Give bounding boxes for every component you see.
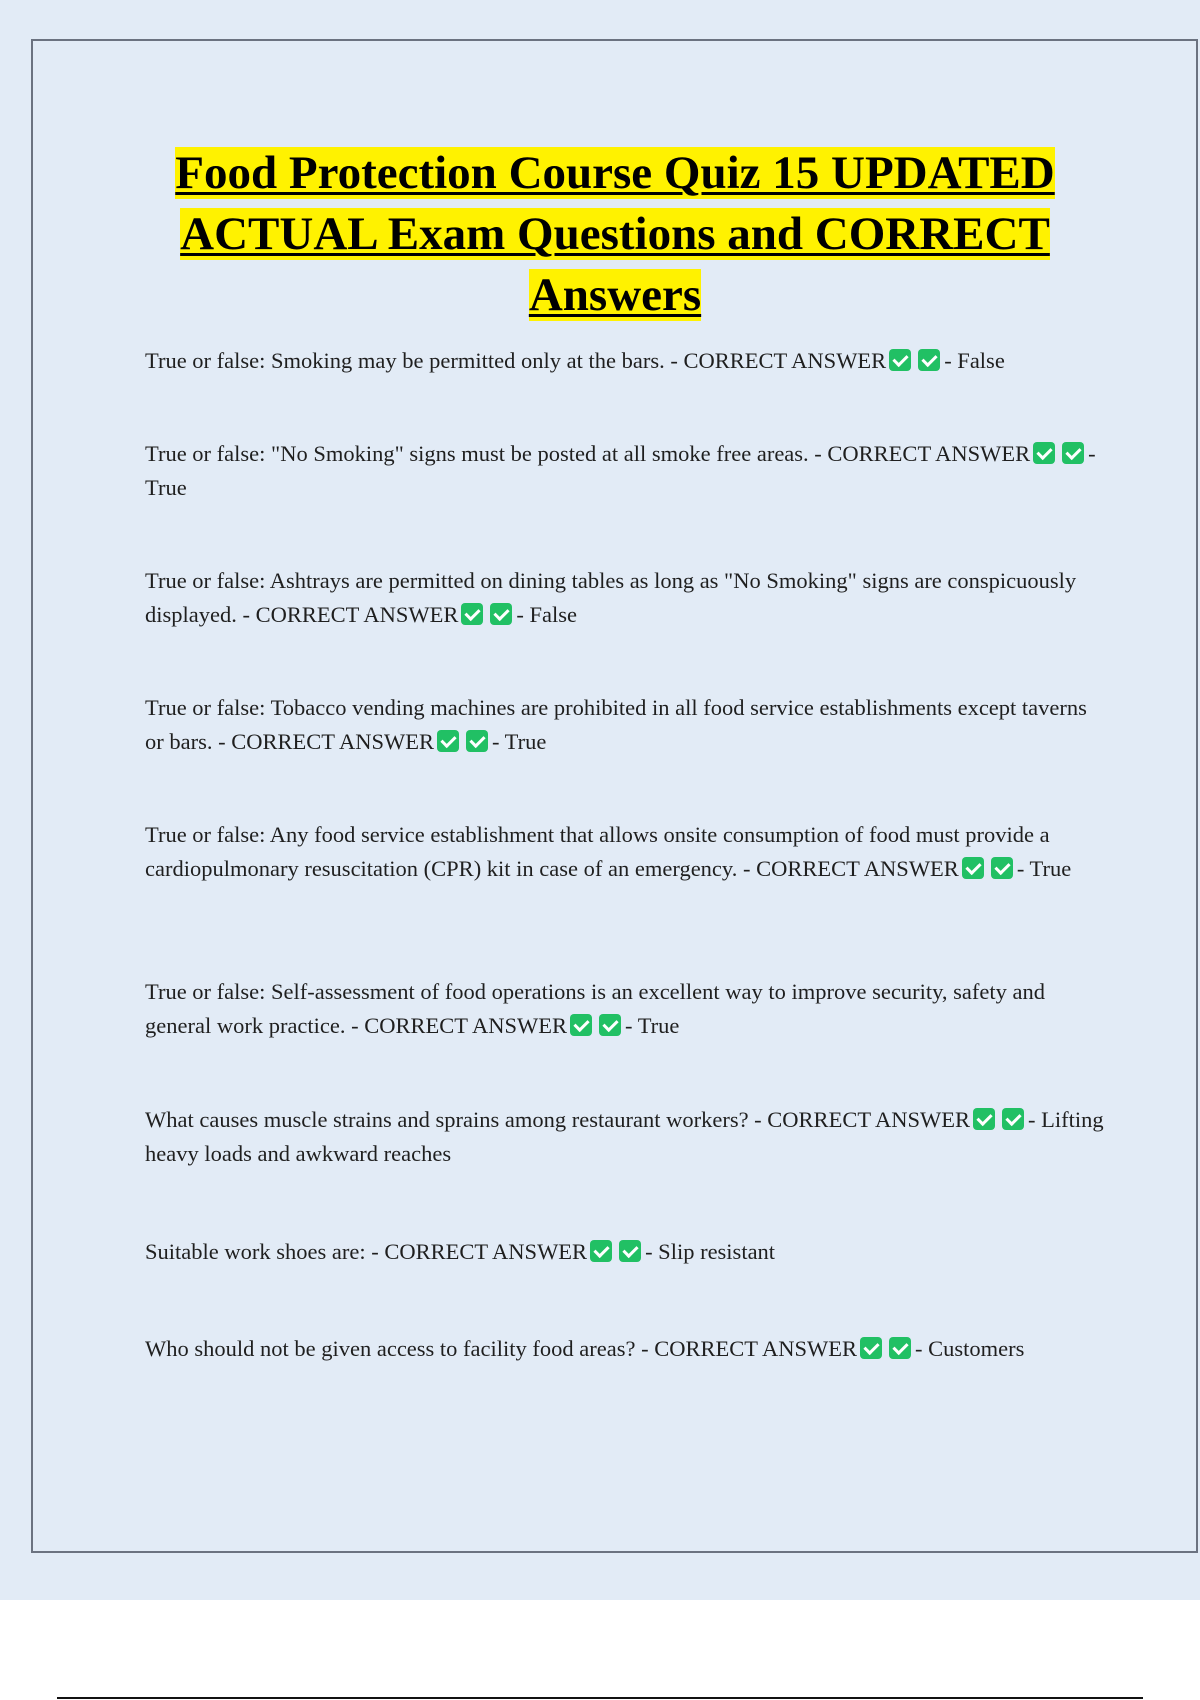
check-mark-icon [461, 603, 483, 625]
answer-text: - True [491, 729, 547, 754]
question-text: True or false: Smoking may be permitted only at the bars. - CORRECT ANSWER [145, 348, 887, 373]
qa-item-1 [145, 344, 1105, 378]
answer-text: - False [944, 348, 1005, 373]
check-mark-icon [889, 1337, 911, 1359]
check-mark-icon [570, 1014, 592, 1036]
qa-item-8 [145, 1235, 1105, 1269]
check-mark-icon [1002, 1108, 1024, 1130]
check-mark-icon [918, 349, 940, 371]
check-mark-icon [466, 730, 488, 752]
question-text: True or false: Self-assessment of food operations is an excellent way to improve security, safety and general work practice. - CORRECT ANSWER [145, 979, 1045, 1038]
check-mark-icon [889, 349, 911, 371]
question-text: True or false: Tobacco vending machines are prohibited in all food service establishments except taverns or bars. - CORRECT ANSWER [145, 695, 1087, 754]
check-mark-icon [991, 857, 1013, 879]
answer-text: - True [625, 1013, 680, 1038]
answer-text: - True [1016, 856, 1072, 881]
check-mark-icon [1062, 442, 1084, 464]
answer-text: - False [516, 602, 577, 627]
footer-divider [57, 1697, 1143, 1699]
qa-item-3 [145, 564, 1105, 632]
document-title-text: Food Protection Course Quiz 15 UPDATED ACTUAL Exam Questions and CORRECT Answers [175, 147, 1055, 321]
qa-item-5 [145, 818, 1105, 886]
check-mark-icon [973, 1108, 995, 1130]
check-mark-icon [860, 1337, 882, 1359]
qa-item-7 [145, 1103, 1105, 1171]
check-mark-icon [599, 1014, 621, 1036]
check-mark-icon [1033, 442, 1055, 464]
check-mark-icon [437, 730, 459, 752]
check-mark-icon [590, 1240, 612, 1262]
qa-item-6 [145, 975, 1105, 1043]
answer-text: - Lifting heavy loads and awkward reaches [145, 1107, 1104, 1166]
qa-item-2 [145, 437, 1105, 505]
question-text: True or false: Any food service establishment that allows onsite consumption of food must provide a cardiopulmonary resuscitation (CPR) kit in case of an emergency. - CORRECT ANSWER [145, 822, 1050, 881]
answer-text: - Slip resistant [645, 1239, 776, 1264]
document-title [110, 143, 1120, 326]
qa-item-9 [145, 1332, 1105, 1366]
answer-text: - True [145, 441, 1096, 500]
question-text: Who should not be given access to facility food areas? - CORRECT ANSWER [145, 1336, 857, 1361]
question-text: True or false: "No Smoking" signs must be posted at all smoke free areas. - CORRECT ANSWER [145, 441, 1031, 466]
question-text: True or false: Ashtrays are permitted on dining tables as long as "No Smoking" signs are conspicuously displayed. - CORRECT ANSWER [145, 568, 1077, 627]
check-mark-icon [490, 603, 512, 625]
question-text: What causes muscle strains and sprains among restaurant workers? - CORRECT ANSWER [145, 1107, 971, 1132]
qa-item-4 [145, 691, 1105, 759]
check-mark-icon [619, 1240, 641, 1262]
answer-text: - Customers [914, 1336, 1025, 1361]
check-mark-icon [962, 857, 984, 879]
question-text: Suitable work shoes are: - CORRECT ANSWER [145, 1239, 588, 1264]
